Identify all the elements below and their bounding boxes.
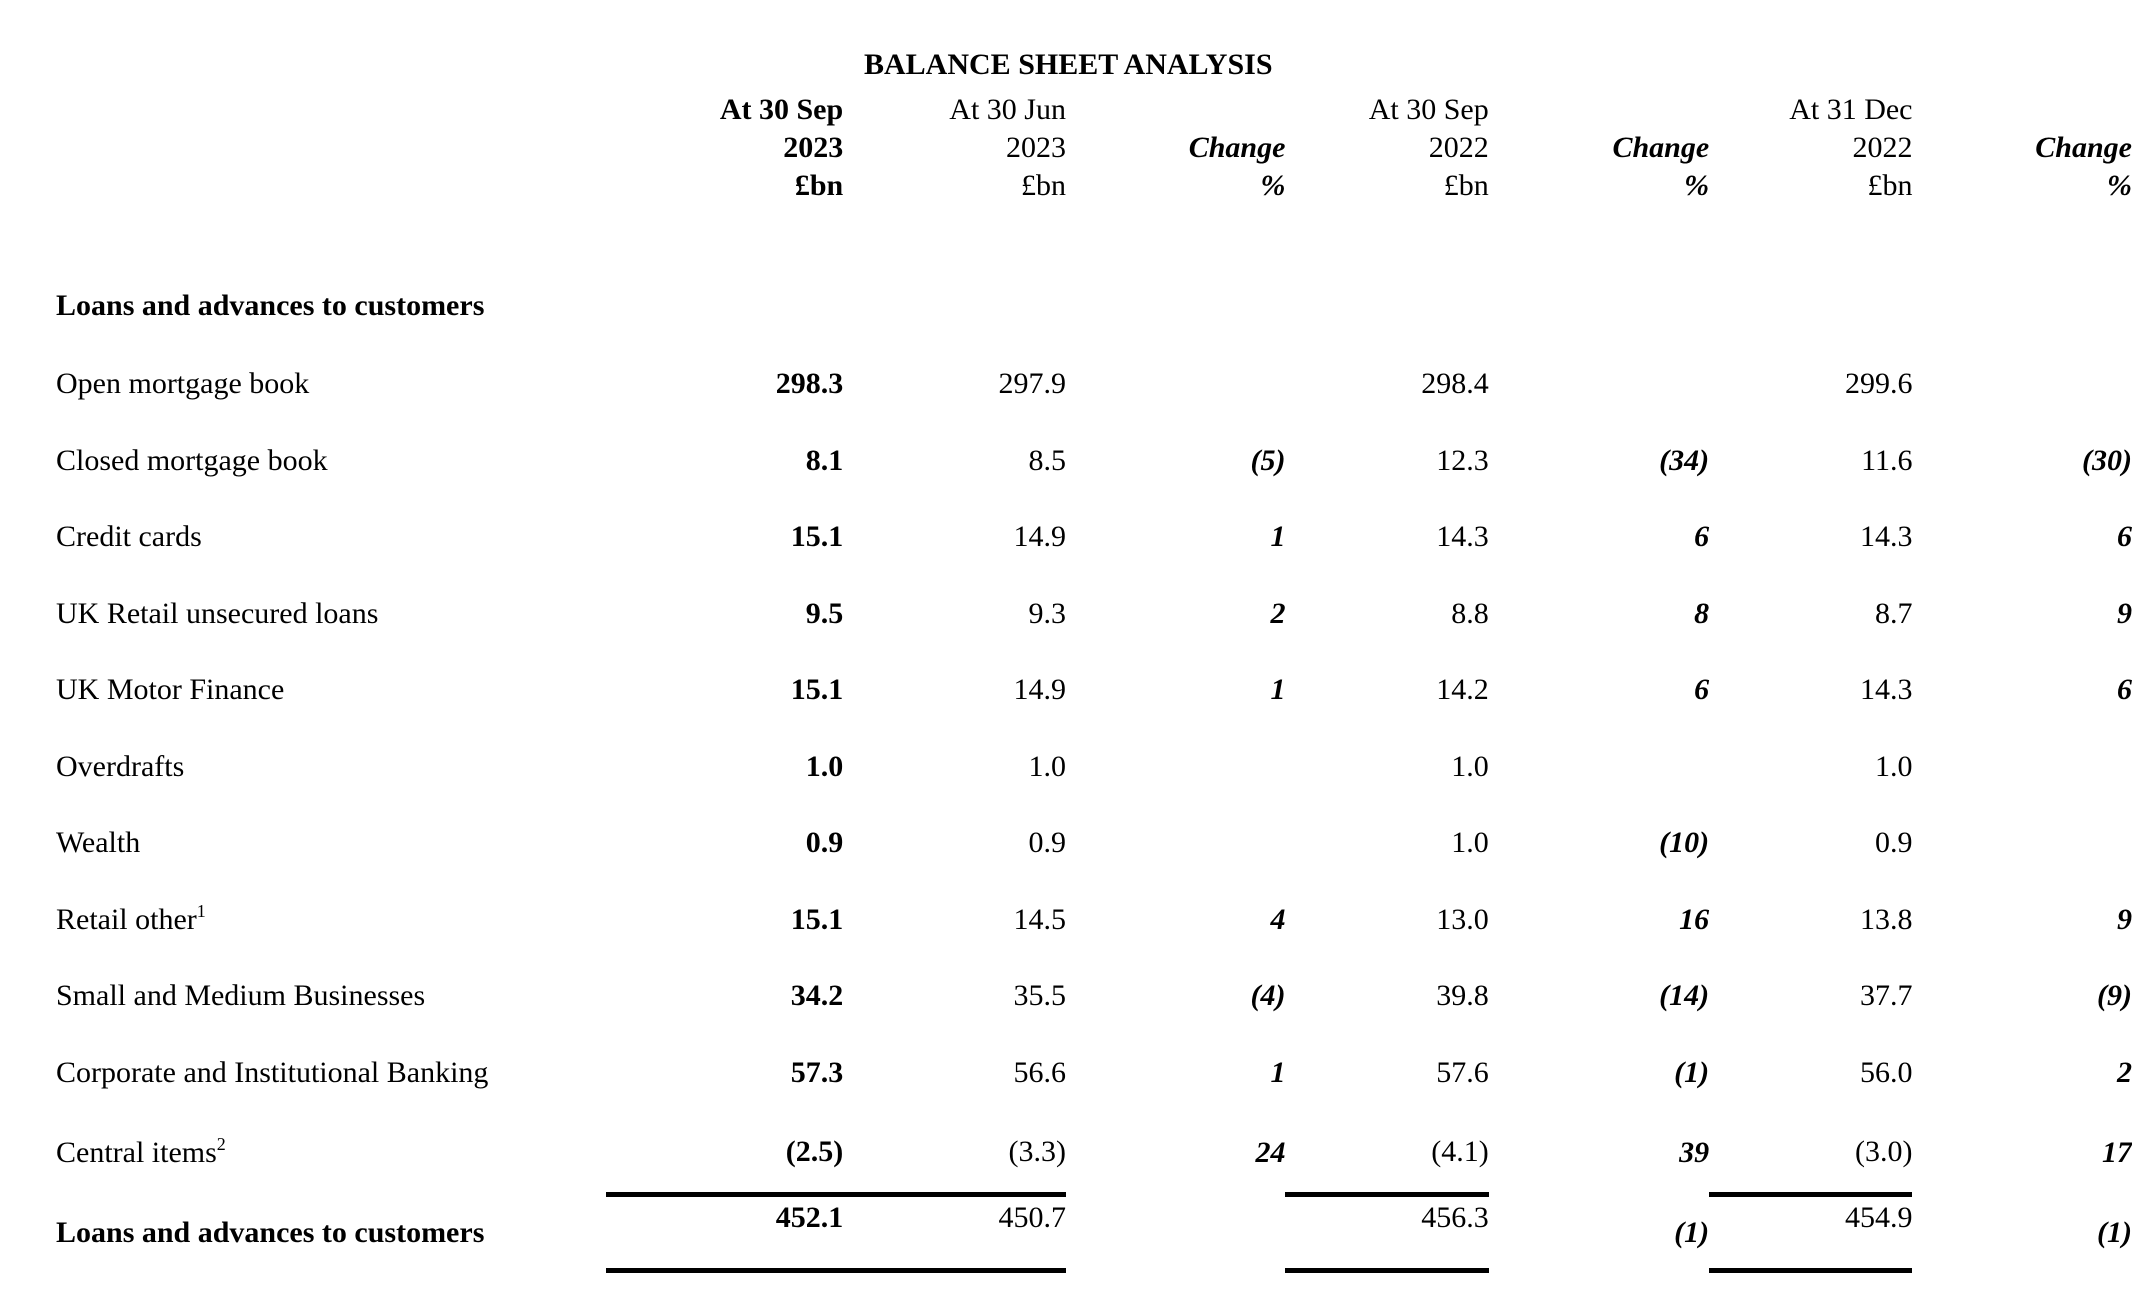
cell-value: 56.6	[1013, 1055, 1066, 1089]
cell-value: 37.7	[1859, 979, 1913, 1013]
row-label: Overdrafts	[56, 749, 185, 783]
balance-sheet-table	[56, 91, 2132, 1273]
cell-change	[1489, 729, 1709, 806]
row-label: Credit cards	[56, 520, 202, 554]
cell-value: 15.1	[790, 673, 844, 707]
cell-value: 14.3	[1859, 520, 1913, 554]
cell-change: (30)	[2082, 443, 2132, 477]
total-value-text: 452.1	[775, 1201, 844, 1234]
cell-change: 17	[2102, 1135, 2132, 1169]
cell-value: 9.5	[805, 596, 844, 630]
cell-value: 1.0	[1028, 749, 1066, 783]
cell-change: (4)	[1250, 979, 1286, 1013]
cell-change: 6	[1694, 673, 1710, 707]
row-label: Corporate and Institutional Banking	[56, 1055, 489, 1089]
cell-value: 1.0	[805, 749, 844, 783]
cell-value: 15.1	[790, 520, 844, 554]
cell-change	[1912, 729, 2132, 806]
table-row	[56, 958, 2132, 1035]
cell-change: 8	[1694, 596, 1710, 630]
cell-change: 39	[1679, 1135, 1710, 1169]
cell-value: 14.3	[1436, 520, 1489, 554]
total-value-text: 454.9	[1844, 1201, 1913, 1234]
cell-change: 9	[2117, 596, 2132, 630]
header-row-3	[56, 167, 2132, 205]
cell-change: 6	[2117, 673, 2132, 707]
col-header: 2022	[1852, 131, 1913, 164]
cell-value: 14.2	[1436, 673, 1489, 707]
col-header	[1912, 91, 2132, 129]
cell-change: 1	[1270, 673, 1286, 707]
total-value	[606, 1195, 844, 1271]
row-label	[56, 1111, 606, 1195]
table-row	[56, 576, 2132, 653]
cell-value: 14.9	[1013, 520, 1066, 554]
footnote-marker: 1	[196, 900, 206, 921]
cell-change: (1)	[1674, 1055, 1710, 1089]
table-row	[56, 882, 2132, 959]
cell-value: 298.3	[775, 367, 844, 401]
cell-value: 299.6	[1844, 367, 1913, 401]
cell-value: 34.2	[790, 979, 844, 1013]
cell-value: 8.5	[1028, 443, 1066, 477]
cell-value: 14.5	[1013, 902, 1066, 936]
total-value-text: 456.3	[1421, 1201, 1489, 1234]
col-header: %	[1684, 169, 1710, 202]
cell-value: (3.3)	[1008, 1134, 1066, 1168]
section-heading: Loans and advances to customers	[56, 288, 485, 322]
col-header: Change	[1612, 131, 1710, 164]
row-label-text: Retail other	[56, 902, 197, 936]
total-change	[1066, 1195, 1285, 1271]
cell-value: (2.5)	[785, 1134, 844, 1168]
header-row-2	[56, 129, 2132, 167]
table-row	[56, 346, 2132, 423]
col-header: £bn	[1443, 169, 1489, 202]
col-header: 2023	[783, 131, 844, 164]
table-row	[56, 652, 2132, 729]
footnote-marker: 2	[216, 1133, 226, 1154]
row-label: UK Retail unsecured loans	[56, 596, 379, 630]
cell-value: 39.8	[1436, 979, 1489, 1013]
table-row	[56, 1035, 2132, 1112]
cell-change: 2	[2117, 1055, 2132, 1089]
cell-value: 1.0	[1874, 749, 1913, 783]
col-header: At 30 Jun	[949, 93, 1066, 126]
cell-change: (10)	[1659, 826, 1710, 860]
col-header: Change	[1188, 131, 1286, 164]
row-label: UK Motor Finance	[56, 673, 285, 707]
cell-value: 15.1	[790, 902, 844, 936]
row-label: Wealth	[56, 826, 141, 860]
col-header: £bn	[1867, 169, 1913, 202]
cell-value: 56.0	[1859, 1055, 1913, 1089]
col-header: At 30 Sep	[1368, 93, 1489, 126]
cell-change: 9	[2117, 902, 2132, 936]
cell-value: 0.9	[1028, 826, 1066, 860]
cell-value: 297.9	[998, 367, 1066, 401]
section-heading-row	[56, 265, 2132, 346]
cell-change	[1489, 346, 1709, 423]
cell-value: 0.9	[1874, 826, 1913, 860]
cell-value: 57.3	[790, 1055, 844, 1089]
cell-value: 13.0	[1436, 902, 1489, 936]
col-header: 2023	[1005, 131, 1066, 164]
cell-change	[1066, 346, 1285, 423]
cell-value: 1.0	[1451, 826, 1489, 860]
cell-value: (3.0)	[1855, 1134, 1913, 1168]
cell-value: 0.9	[805, 826, 844, 860]
cell-value: 12.3	[1436, 443, 1489, 477]
cell-change: 1	[1270, 1055, 1286, 1089]
total-change: (1)	[1674, 1215, 1710, 1249]
table-row	[56, 729, 2132, 806]
col-header: %	[1260, 169, 1286, 202]
cell-change	[1066, 729, 1285, 806]
header-row-1	[56, 91, 2132, 129]
row-label: Small and Medium Businesses	[56, 979, 426, 1013]
cell-change: (34)	[1659, 443, 1710, 477]
row-label: Closed mortgage book	[56, 443, 328, 477]
cell-change: 4	[1270, 902, 1286, 936]
total-label: Loans and advances to customers	[56, 1215, 485, 1249]
cell-value: 13.8	[1859, 902, 1913, 936]
cell-change: (9)	[2097, 979, 2132, 1013]
cell-change: 6	[1694, 520, 1710, 554]
col-header: At 31 Dec	[1789, 93, 1913, 126]
cell-value: 8.8	[1451, 596, 1489, 630]
cell-change	[1912, 805, 2132, 882]
col-header	[1489, 91, 1709, 129]
cell-value: (4.1)	[1431, 1134, 1489, 1168]
col-header: %	[2107, 169, 2132, 202]
cell-change: (5)	[1250, 443, 1286, 477]
total-change: (1)	[2097, 1215, 2132, 1249]
cell-change: (14)	[1659, 979, 1710, 1013]
cell-value: 14.3	[1859, 673, 1913, 707]
col-header: At 30 Sep	[719, 93, 844, 126]
cell-value: 57.6	[1436, 1055, 1489, 1089]
row-label-text: Central items	[56, 1135, 217, 1169]
cell-value: 35.5	[1013, 979, 1066, 1013]
col-header: £bn	[1020, 169, 1066, 202]
cell-value: 298.4	[1421, 367, 1489, 401]
cell-change: 6	[2117, 520, 2132, 554]
cell-value: 1.0	[1451, 749, 1489, 783]
col-header: £bn	[794, 169, 844, 202]
cell-value: 8.1	[805, 443, 844, 477]
row-label	[56, 882, 606, 959]
total-value	[1285, 1195, 1488, 1271]
total-value-text: 450.7	[998, 1201, 1066, 1234]
cell-change	[1066, 805, 1285, 882]
page-title: BALANCE SHEET ANALYSIS	[864, 48, 1273, 81]
col-header: 2022	[1428, 131, 1489, 164]
cell-value: 9.3	[1028, 596, 1066, 630]
cell-value: 14.9	[1013, 673, 1066, 707]
total-value	[843, 1195, 1066, 1271]
table-row	[56, 805, 2132, 882]
col-header	[1066, 91, 1285, 129]
cell-change: 2	[1270, 596, 1286, 630]
table-row	[56, 499, 2132, 576]
cell-change: 24	[1255, 1135, 1286, 1169]
total-value	[1709, 1195, 1912, 1271]
cell-change	[1912, 346, 2132, 423]
col-header: Change	[2035, 131, 2132, 164]
cell-change: 16	[1679, 902, 1710, 936]
table-row	[56, 1111, 2132, 1195]
cell-value: 11.6	[1861, 443, 1913, 477]
table-row	[56, 423, 2132, 500]
cell-change: 1	[1270, 520, 1286, 554]
row-label: Open mortgage book	[56, 367, 310, 401]
total-row	[56, 1195, 2132, 1271]
cell-value: 8.7	[1874, 596, 1913, 630]
